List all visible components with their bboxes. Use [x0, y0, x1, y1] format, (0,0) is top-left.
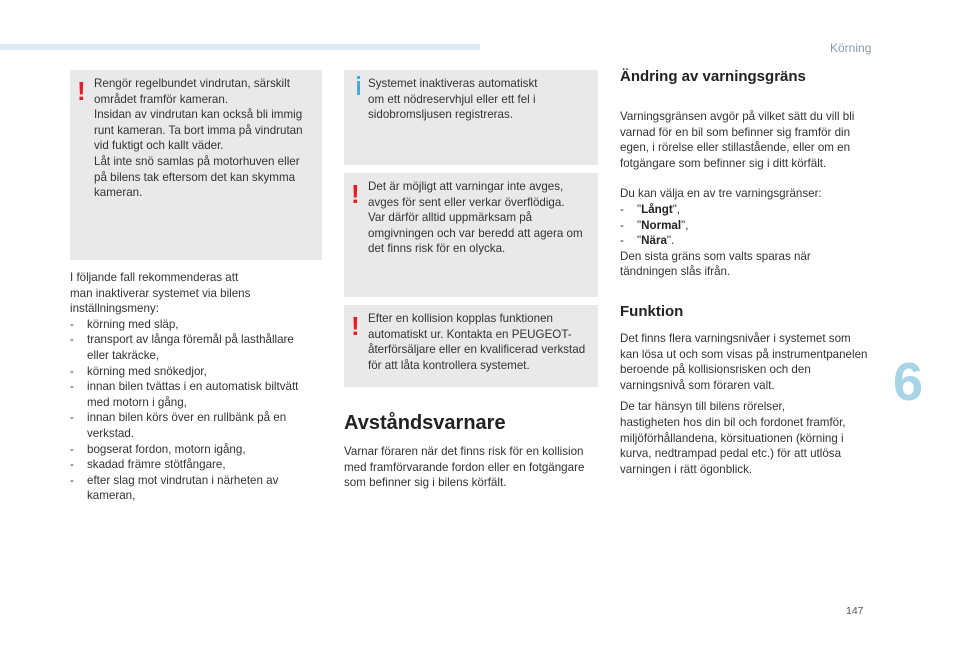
list-item: - innan bilen tvättas i en automatisk biltvätt med motorn i gång,	[70, 380, 299, 409]
warning-text: Efter en kollision kopplas funktionen automatiskt ur. Kontakta en PEUGEOT- återförsäljare eller en kvalificerad verkstad för att låta kontrollera systemet.	[368, 312, 586, 372]
section-body: Varnar föraren när det finns risk för en kollision med framförvarande fordon eller en fotgängare som befinner sig i bilens körfält.	[344, 445, 585, 490]
intro-paragraph: I följande fall rekommenderas att man inaktiverar systemet via bilens inställningsmeny:	[70, 271, 251, 316]
function-paragraph: Det finns flera varningsnivåer i systemet som kan lösa ut och som visas på instrumentpanelen beroende på kollisionsrisken och den varningsnivå som föraren valt.	[620, 331, 868, 392]
saved-note: Den sista gräns som valts sparas när tändningen slås ifrån.	[620, 249, 811, 279]
list-item: - körning med släp,	[70, 317, 179, 331]
warning-box-alerts	[344, 173, 598, 297]
chapter-number: 6	[893, 352, 924, 412]
list-item: - bogserat fordon, motorn igång,	[70, 442, 246, 456]
info-icon-dot	[357, 76, 360, 79]
warning-box-collision	[344, 305, 598, 387]
option-item: - "Normal",	[620, 218, 689, 232]
threshold-paragraph: Varningsgränsen avgör på vilket sätt du vill bli varnad för en bil som befinner sig framför din egen, i rörelse eller stillastående, eller om en fotgängare som befinner sig i ditt körfält.	[620, 110, 855, 170]
list-item: - skadad främre stötfångare,	[70, 458, 226, 472]
list-item: - körning med snökedjor,	[70, 364, 207, 378]
threshold-options	[620, 202, 880, 249]
warning-exclamation-icon: !	[77, 76, 86, 106]
threshold-section	[620, 67, 880, 477]
list-item: - transport av långa föremål på lasthållare eller takräcke,	[70, 333, 294, 362]
distance-alert-section	[344, 411, 602, 491]
warning-exclamation-icon: !	[351, 179, 360, 209]
section-heading: Funktion	[620, 302, 684, 320]
deactivation-list	[70, 317, 325, 504]
section-title: Körning	[830, 41, 872, 55]
section-heading: Ändring av varningsgräns	[620, 68, 806, 85]
list-item: - efter slag mot vindrutan i närheten av kameran,	[70, 473, 279, 503]
list-item: - innan bilen körs över en rullbänk på en verkstad.	[70, 411, 287, 440]
function-paragraph: De tar hänsyn till bilens rörelser, hastigheten hos din bil och fordonet framför, miljöförhållandena, körsituationen (körning i kurva, nedtrampad pedal etc.) för att utlösa varningen i rätt ögonblick.	[620, 400, 846, 476]
warning-text: Det är möjligt att varningar inte avges, avges för sent eller verkar överflödiga. Var därför alltid uppmärksam på omgivningen och var beredd att agera om det finns risk för en olycka.	[368, 180, 583, 256]
warning-text: Rengör regelbundet vindrutan, särskilt området framför kameran. Insidan av vindrutan kan också bli immig runt kameran. Ta bort imma på vindrutan vid fuktigt och kallt väder. Låt inte snö samlas på motorhuven eller på bilens tak eftersom det kan skymma kameran.	[94, 77, 303, 200]
top-accent-bar	[0, 44, 480, 50]
choose-line: Du kan välja en av tre varningsgränser:	[620, 187, 822, 201]
info-box-auto-deactivation	[344, 70, 598, 165]
section-heading: Avståndsvarnare	[344, 412, 506, 434]
page-number: 147	[846, 605, 864, 617]
option-item: - "Långt",	[620, 202, 681, 216]
info-icon	[357, 81, 360, 95]
option-item: - "Nära".	[620, 234, 675, 248]
info-text: Systemet inaktiveras automatiskt om ett nödreservhjul eller ett fel i sidobromsljusen registreras.	[368, 77, 538, 122]
deactivation-section	[70, 270, 325, 504]
warning-exclamation-icon: !	[351, 311, 360, 341]
warning-box-camera	[70, 70, 322, 260]
